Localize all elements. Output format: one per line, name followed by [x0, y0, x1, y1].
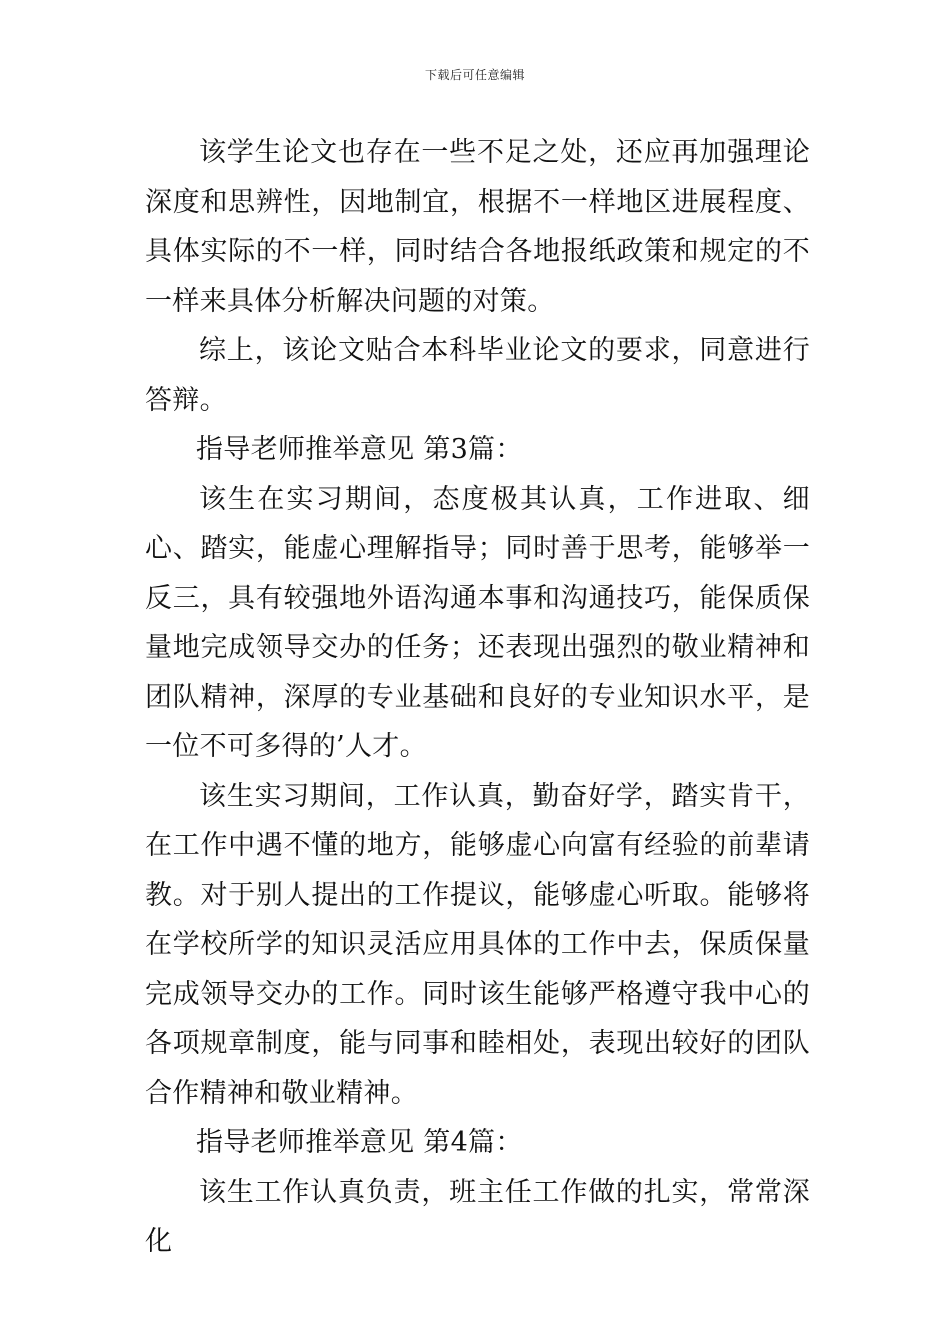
paragraph-internship-attitude: 该生在实习期间，态度极其认真，工作进取、细心、踏实，能虚心理解指导；同时善于思考，能够举一反三，具有较强地外语沟通本事和沟通技巧，能保质保量地完成领导交办的任务；还表现出强烈的敬业精神和团队精神，深厚的专业基础和良好的专业知识水平，是一位不可多得的’人才。: [145, 483, 810, 762]
section-heading-3: 指导老师推举意见 第3篇：: [196, 434, 523, 465]
paragraph-conclusion: 综上，该论文贴合本科毕业论文的要求，同意进行答辩。: [145, 335, 810, 416]
paragraph-internship-work: 该生实习期间，工作认真，勤奋好学，踏实肯干，在工作中遇不懂的地方，能够虚心向富有经验的前辈请教。对于别人提出的工作提议，能够虚心听取。能够将在学校所学的知识灵活应用具体的工作中去，保质保量完成领导交办的工作。同时该生能够严格遵守我中心的各项规章制度，能与同事和睦相处，表现出较好的团队合作精神和敬业精神。: [145, 780, 810, 1109]
section-heading-4: 指导老师推举意见 第4篇：: [196, 1127, 523, 1158]
paragraph-class-teacher: 该生工作认真负责，班主任工作做的扎实，常常深化: [145, 1176, 810, 1257]
paragraph-shortcomings: 该学生论文也存在一些不足之处，还应再加强理论深度和思辨性，因地制宜，根据不一样地区进展程度、具体实际的不一样，同时结合各地报纸政策和规定的不一样来具体分析解决问题的对策。: [145, 137, 810, 317]
download-note: 下载后可任意编辑: [424, 68, 525, 82]
document-body: [145, 128, 810, 1267]
